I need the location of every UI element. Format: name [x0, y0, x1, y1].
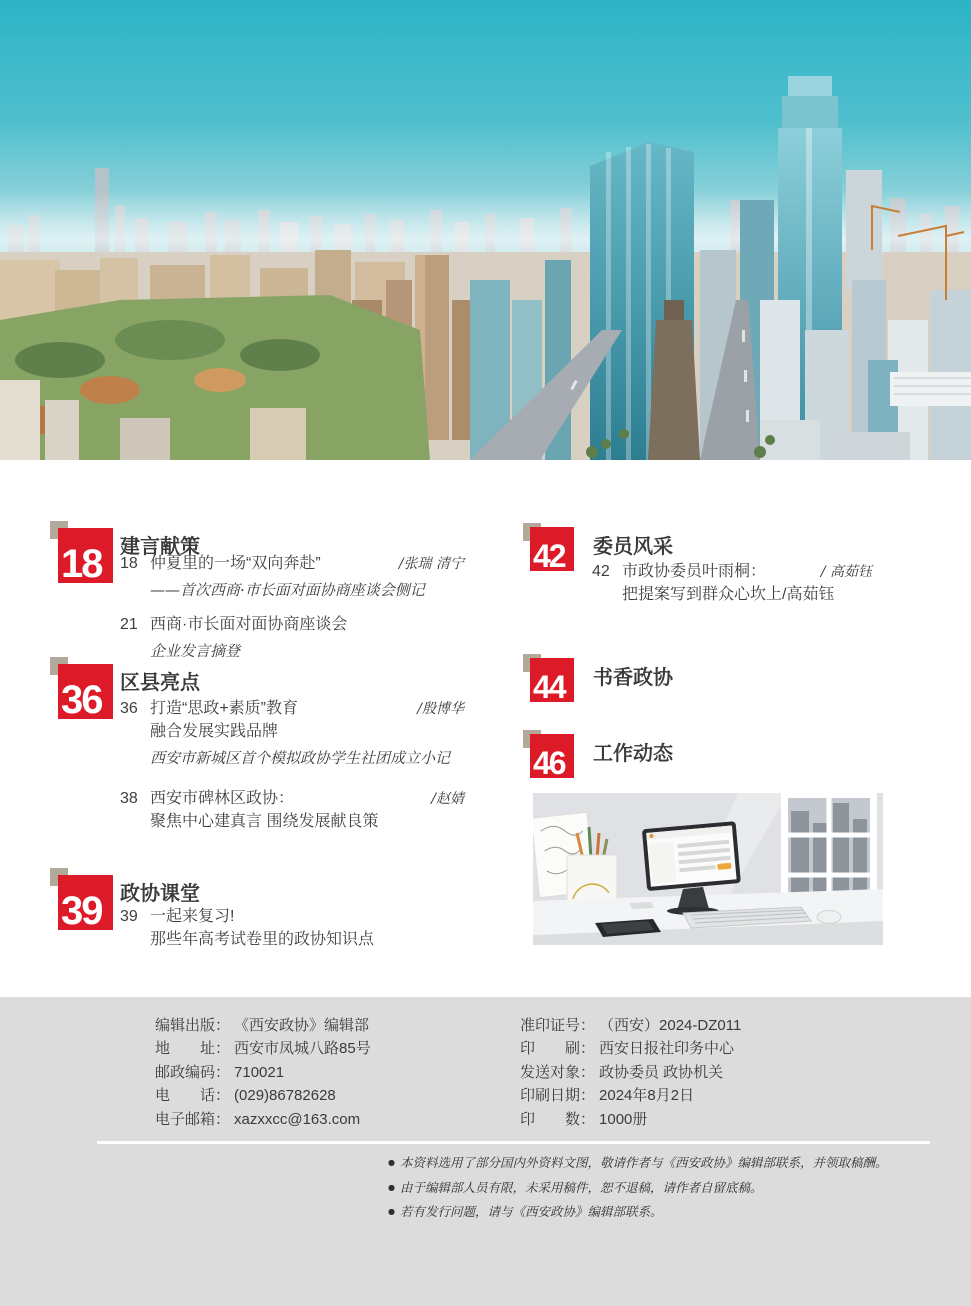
toc-section-jianyanxiance	[48, 521, 480, 660]
entry-title: 仲夏里的一场“双向奔赴”	[150, 555, 321, 572]
toc-section-shuxiangzhengxie	[515, 652, 945, 716]
toc-entry	[120, 613, 464, 661]
bullet-icon: ●	[388, 1158, 395, 1167]
imprint-row	[520, 1108, 741, 1131]
imprint-value: （西安）2024-DZ011	[599, 1017, 742, 1034]
note-text: 由于编辑部人员有限，未采用稿件，恕不退稿，请作者自留底稿。	[399, 1179, 763, 1195]
entry-title-line2: 聚焦中心建真言 围绕发展献良策	[150, 813, 379, 830]
imprint-row	[520, 1014, 741, 1037]
entry-page-number: 42	[592, 563, 610, 580]
entry-subtitle: 企业发言摘登	[150, 642, 241, 660]
imprint-label: 准印证号：	[520, 1017, 596, 1034]
bullet-icon: ●	[388, 1182, 395, 1192]
imprint-row	[155, 1108, 371, 1131]
section-entries	[120, 552, 464, 661]
section-title: 工作动态	[593, 743, 673, 765]
entry-title: 市政协委员叶雨桐：	[622, 563, 767, 580]
entry-title-line2: 把提案写到群众心坎上/高茹钰	[622, 586, 835, 603]
entry-page-number: 21	[120, 616, 138, 633]
imprint-row	[520, 1084, 741, 1107]
page-number-box	[58, 528, 113, 587]
section-title: 政协课堂	[120, 883, 200, 905]
entry-title-line2: 那些年高考试卷里的政协知识点	[150, 931, 375, 948]
toc-section-weiyuanfengcai	[515, 521, 945, 603]
imprint-value: (029)86782628	[234, 1087, 336, 1105]
entry-subtitle: ——首次西商·市长面对面协商座谈会侧记	[150, 581, 425, 599]
entry-page-number: 18	[120, 555, 138, 572]
footer-note	[388, 1201, 948, 1226]
imprint-value: 西安日报社印务中心	[599, 1040, 735, 1058]
toc-entry	[120, 552, 464, 600]
entry-author: /赵婧	[431, 791, 464, 807]
imprint-row	[155, 1084, 371, 1107]
entry-title: 一起来复习!	[150, 908, 235, 925]
toc-section-gongzuodongtai	[515, 728, 945, 792]
footer-note	[388, 1152, 948, 1177]
section-title: 区县亮点	[120, 672, 200, 694]
entry-subtitle: 西安市新城区首个模拟政协学生社团成立小记	[150, 749, 451, 767]
entry-title: 打造“思政+素质”教育	[150, 700, 299, 717]
entry-title: 西商·市长面对面协商座谈会	[150, 616, 348, 633]
page-number-box	[530, 658, 574, 705]
page-number: 46	[533, 744, 565, 781]
imprint-value: 1000册	[599, 1110, 648, 1128]
entry-title-line2: 融合发展实践品牌	[150, 723, 279, 740]
section-header	[515, 652, 945, 716]
imprint-label: 发送对象：	[520, 1063, 596, 1081]
imprint-label: 电子邮箱：	[155, 1110, 231, 1128]
footer-notes	[388, 1152, 948, 1226]
entry-author: /张瑞 清宁	[398, 556, 464, 572]
imprint-left-column	[155, 1014, 371, 1131]
toc-entry	[120, 905, 464, 951]
city-skyline-illustration	[0, 0, 971, 460]
imprint-label: 电 话：	[155, 1087, 231, 1105]
imprint-row	[520, 1037, 741, 1060]
imprint-row	[155, 1014, 371, 1037]
page-number-box	[58, 664, 113, 723]
imprint-footer	[0, 997, 971, 1306]
toc-section-quxianliangdian	[48, 657, 480, 830]
section-title: 书香政协	[593, 667, 673, 689]
page-number: 18	[61, 542, 102, 587]
imprint-label: 邮政编码：	[155, 1063, 231, 1081]
entry-page-number: 39	[120, 908, 138, 925]
imprint-label: 编辑出版：	[155, 1017, 231, 1034]
page-number-box	[530, 734, 574, 781]
city-skyline-photo	[0, 0, 971, 460]
imprint-value: 710021	[234, 1063, 285, 1081]
section-title: 委员风采	[593, 536, 673, 558]
imprint-value: xazxxcc@163.com	[234, 1110, 361, 1128]
note-text: 若有发行问题，请与《西安政协》编辑部联系。	[399, 1204, 663, 1219]
imprint-row	[155, 1037, 371, 1060]
entry-page-number: 38	[120, 790, 138, 807]
page-number: 42	[533, 537, 565, 574]
toc-entry	[120, 697, 464, 768]
imprint-value: 2024年8月2日	[599, 1087, 695, 1105]
section-entries	[592, 560, 872, 606]
section-header	[515, 728, 945, 792]
section-entries	[120, 905, 464, 951]
imprint-value: 《西安政协》编辑部	[234, 1017, 370, 1034]
imprint-row	[155, 1061, 371, 1084]
imprint-value: 政协委员 政协机关	[599, 1063, 724, 1081]
toc-section-zhengxieketang	[48, 868, 480, 948]
section-title: 建言献策	[120, 536, 200, 558]
bullet-icon: ●	[388, 1207, 395, 1216]
page-number-box	[530, 527, 574, 574]
imprint-row	[520, 1061, 741, 1084]
page-number-box	[58, 875, 113, 934]
footer-note	[388, 1177, 948, 1202]
imprint-right-column	[520, 1014, 741, 1131]
office-desk-photo	[533, 793, 883, 945]
toc-entry	[592, 560, 872, 606]
imprint-label: 印刷日期：	[520, 1087, 596, 1105]
entry-author: /殷博华	[417, 701, 464, 717]
page-number: 39	[61, 889, 102, 934]
imprint-label: 印 数：	[520, 1110, 596, 1128]
entry-title: 西安市碑林区政协：	[150, 790, 295, 807]
imprint-label: 地 址：	[155, 1040, 231, 1058]
footer-divider	[97, 1141, 930, 1144]
toc-entry	[120, 787, 464, 833]
office-desk-illustration	[533, 793, 883, 945]
page-number: 36	[61, 678, 102, 723]
page-number: 44	[533, 668, 565, 705]
entry-page-number: 36	[120, 700, 138, 717]
imprint-value: 西安市凤城八路85号	[234, 1040, 371, 1058]
note-text: 本资料选用了部分国内外资料文图，敬请作者与《西安政协》编辑部联系，并领取稿酬。	[399, 1155, 888, 1170]
section-entries	[120, 697, 464, 833]
entry-author: / 高茹钰	[820, 564, 872, 580]
imprint-label: 印 刷：	[520, 1040, 596, 1058]
